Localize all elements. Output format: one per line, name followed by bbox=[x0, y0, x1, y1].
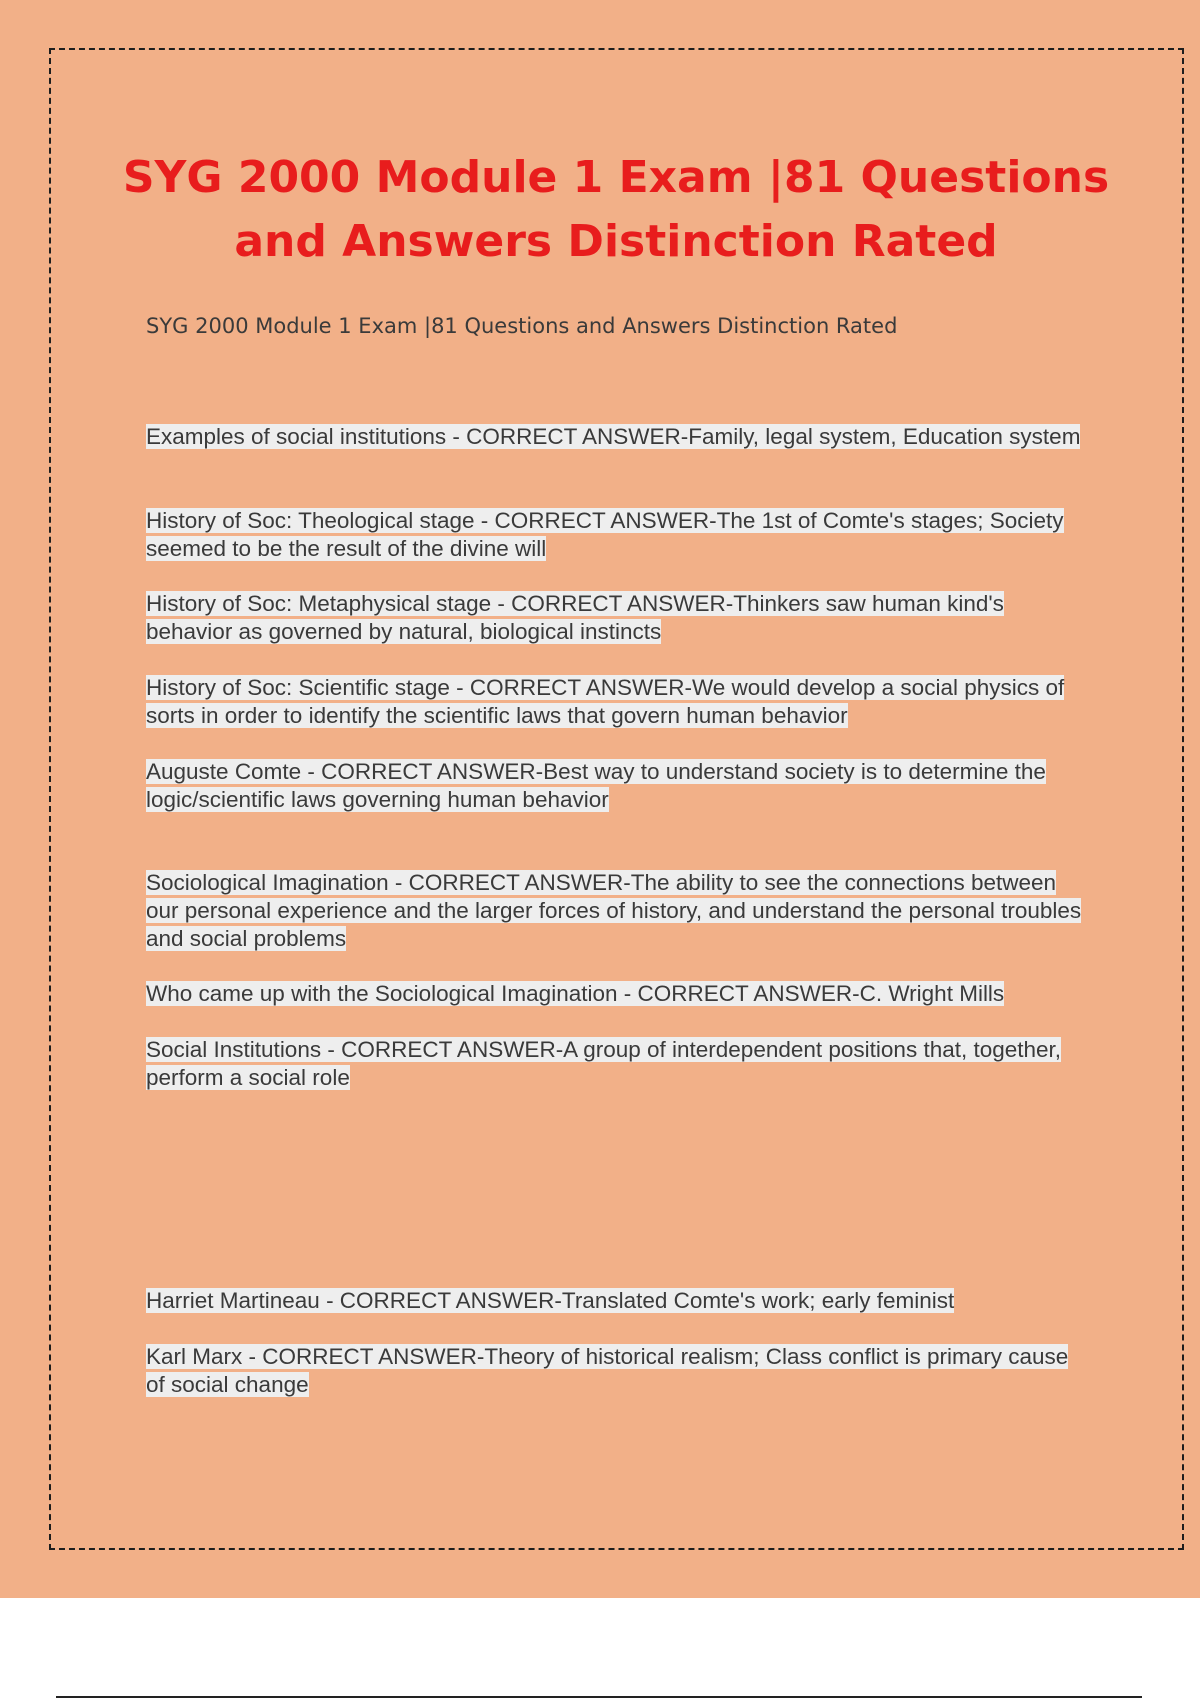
qa-entry-sociological-imagination bbox=[146, 869, 1082, 953]
qa-entry-metaphysical-stage bbox=[146, 590, 1082, 646]
qa-entry-text: History of Soc: Scientific stage - CORRECT ANSWER-We would develop a social physics of sorts in order to identify the scientific laws that govern human behavior bbox=[146, 675, 1065, 728]
qa-entry-text: Karl Marx - CORRECT ANSWER-Theory of historical realism; Class conflict is primary cause of social change bbox=[146, 1344, 1069, 1397]
qa-entry-text: Sociological Imagination - CORRECT ANSWER-The ability to see the connections between our personal experience and the larger forces of history, and understand the personal troubles and social problems bbox=[146, 870, 1082, 951]
qa-entry-text: History of Soc: Theological stage - CORRECT ANSWER-The 1st of Comte's stages; Society seemed to be the result of the divine will bbox=[146, 508, 1064, 561]
qa-entry-theological-stage bbox=[146, 507, 1082, 563]
qa-entry-social-institutions-examples bbox=[146, 423, 1082, 451]
qa-entry-sociological-imagination-author bbox=[146, 980, 1082, 1008]
qa-entry-scientific-stage bbox=[146, 674, 1082, 730]
qa-entry-social-institutions bbox=[146, 1036, 1082, 1092]
qa-entry-text: Who came up with the Sociological Imagination - CORRECT ANSWER-C. Wright Mills bbox=[146, 981, 1005, 1006]
document-title: SYG 2000 Module 1 Exam |81 Questions and Answers Distinction Rated bbox=[122, 152, 1110, 267]
qa-entry-text: History of Soc: Metaphysical stage - CORRECT ANSWER-Thinkers saw human kind's behavior as governed by natural, biological instincts bbox=[146, 591, 1004, 644]
qa-entry-text: Social Institutions - CORRECT ANSWER-A group of interdependent positions that, together, perform a social role bbox=[146, 1037, 1062, 1090]
qa-entry-auguste-comte bbox=[146, 758, 1082, 814]
qa-entry-text: Harriet Martineau - CORRECT ANSWER-Translated Comte's work; early feminist bbox=[146, 1288, 955, 1313]
footer-divider bbox=[56, 1696, 1142, 1698]
qa-entry-harriet-martineau bbox=[146, 1287, 1082, 1315]
qa-entry-text: Auguste Comte - CORRECT ANSWER-Best way to understand society is to determine the logic/scientific laws governing human behavior bbox=[146, 759, 1046, 812]
qa-entry-text: Examples of social institutions - CORRECT ANSWER-Family, legal system, Education system bbox=[146, 424, 1081, 449]
document-subtitle: SYG 2000 Module 1 Exam |81 Questions and Answers Distinction Rated bbox=[146, 314, 898, 338]
qa-entry-karl-marx bbox=[146, 1343, 1082, 1399]
